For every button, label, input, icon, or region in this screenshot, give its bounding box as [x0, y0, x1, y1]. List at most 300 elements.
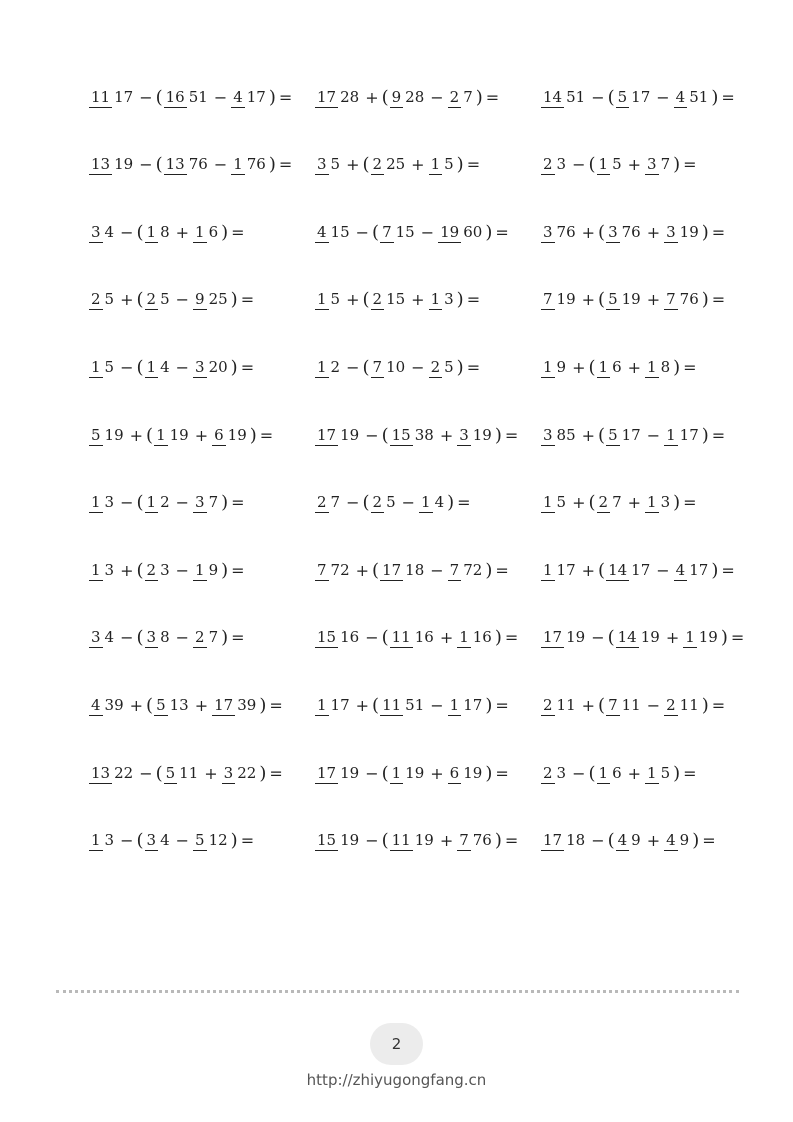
denominator: 5: [330, 290, 341, 309]
fraction: [371, 156, 408, 173]
fraction: [193, 562, 220, 579]
problem-item: [314, 546, 512, 594]
dotted-divider: [56, 990, 739, 993]
numerator: 2: [372, 155, 383, 174]
operator: −: [572, 763, 586, 783]
open-paren: (: [136, 289, 144, 311]
denominator: 15: [330, 222, 350, 241]
operator: +: [572, 493, 586, 513]
numerator: 2: [543, 155, 553, 174]
numerator: 2: [91, 290, 101, 309]
close-paren: ): [494, 830, 502, 852]
denominator: 5: [104, 357, 115, 376]
open-paren: (: [381, 86, 389, 108]
denominator: 28: [405, 87, 425, 106]
operator: +: [627, 493, 642, 513]
problem-item: [540, 208, 728, 256]
fraction: [597, 156, 624, 173]
close-paren: ): [673, 356, 681, 378]
close-paren: ): [221, 492, 229, 514]
close-paren: ): [456, 356, 464, 378]
fraction: [145, 832, 172, 849]
numerator: 3: [666, 222, 676, 241]
operator: −: [365, 628, 379, 648]
fraction: [664, 697, 701, 714]
open-paren: (: [381, 627, 389, 649]
numerator: 1: [233, 155, 243, 174]
operator: −: [175, 357, 190, 377]
operator: +: [581, 290, 596, 310]
fraction: [371, 291, 408, 308]
equals-sign: =: [269, 763, 283, 783]
open-paren: (: [588, 356, 596, 378]
fraction: [606, 697, 643, 714]
operator: +: [430, 763, 444, 783]
denominator: 7: [660, 155, 671, 174]
denominator: 22: [237, 763, 257, 782]
fraction: [664, 224, 701, 241]
close-paren: ): [485, 762, 493, 784]
problem-item: [88, 681, 286, 729]
open-paren: (: [598, 221, 606, 243]
operator: +: [646, 290, 661, 310]
numerator: 1: [91, 357, 101, 376]
numerator: 3: [91, 222, 101, 241]
fraction: [616, 89, 653, 106]
operator: +: [581, 560, 596, 580]
numerator: 14: [608, 560, 628, 579]
problem-item: [540, 276, 728, 324]
numerator: 1: [317, 357, 327, 376]
denominator: 4: [160, 357, 170, 376]
problem-item: [88, 749, 286, 797]
numerator: 3: [91, 628, 101, 647]
fraction: [597, 494, 624, 511]
fraction: [429, 291, 456, 308]
fraction: [231, 156, 268, 173]
close-paren: ): [494, 627, 502, 649]
denominator: 3: [104, 493, 115, 512]
numerator: 2: [543, 695, 553, 714]
problem-item: [540, 141, 700, 189]
fraction: [164, 89, 210, 106]
operator: +: [439, 425, 454, 445]
numerator: 1: [91, 831, 101, 850]
denominator: 16: [340, 628, 360, 647]
equals-sign: =: [231, 560, 245, 580]
operator: −: [213, 155, 228, 175]
fraction: [448, 697, 485, 714]
numerator: 17: [317, 763, 337, 782]
operator: −: [591, 87, 605, 107]
denominator: 17: [631, 87, 651, 106]
close-paren: ): [230, 830, 238, 852]
equals-sign: =: [683, 155, 697, 175]
denominator: 17: [631, 560, 651, 579]
denominator: 22: [114, 763, 134, 782]
equals-sign: =: [504, 628, 519, 648]
fraction: [645, 494, 672, 511]
fraction: [664, 832, 691, 849]
denominator: 18: [566, 831, 586, 850]
denominator: 5: [612, 155, 622, 174]
numerator: 3: [608, 222, 618, 241]
fraction: [448, 765, 485, 782]
operator: −: [355, 222, 370, 242]
fraction: [674, 562, 711, 579]
page-number: 2: [391, 1035, 402, 1053]
operator: −: [430, 87, 444, 107]
denominator: 5: [386, 493, 396, 512]
denominator: 76: [246, 155, 266, 174]
operator: −: [175, 493, 190, 513]
problem-item: [88, 614, 248, 662]
open-paren: (: [372, 559, 380, 581]
numerator: 3: [317, 155, 327, 174]
numerator: 2: [146, 560, 157, 579]
fraction: [145, 629, 172, 646]
operator: +: [411, 290, 425, 310]
operator: −: [175, 290, 190, 310]
problem-row: [88, 73, 738, 121]
equals-sign: =: [269, 695, 283, 715]
operator: +: [627, 763, 642, 783]
open-paren: (: [136, 559, 144, 581]
problem-item: [314, 411, 521, 459]
fraction: [89, 697, 126, 714]
numerator: 1: [91, 493, 101, 512]
fraction: [541, 494, 568, 511]
numerator: 17: [317, 425, 337, 444]
operator: −: [365, 425, 379, 445]
footer-url: http://zhiyugongfang.cn: [306, 1071, 487, 1089]
fraction: [541, 832, 587, 849]
problem-row: [88, 411, 738, 459]
fraction: [315, 494, 342, 511]
operator: −: [430, 560, 444, 580]
numerator: 3: [543, 425, 553, 444]
open-paren: (: [136, 356, 144, 378]
equals-sign: =: [711, 222, 726, 242]
denominator: 8: [160, 222, 170, 241]
close-paren: ): [701, 221, 709, 243]
denominator: 72: [463, 560, 483, 579]
open-paren: (: [372, 221, 380, 243]
denominator: 4: [434, 493, 445, 512]
numerator: 7: [372, 357, 383, 376]
fraction: [683, 629, 720, 646]
numerator: 2: [372, 493, 383, 512]
fraction: [315, 765, 361, 782]
denominator: 5: [444, 155, 454, 174]
close-paren: ): [720, 627, 728, 649]
numerator: 16: [165, 87, 185, 106]
operator: +: [411, 155, 425, 175]
fraction: [674, 89, 711, 106]
operator: +: [355, 695, 370, 715]
open-paren: (: [381, 424, 389, 446]
numerator: 5: [617, 87, 628, 106]
operator: −: [175, 628, 190, 648]
numerator: 4: [675, 560, 686, 579]
denominator: 17: [621, 425, 641, 444]
fraction: [193, 359, 230, 376]
denominator: 7: [330, 493, 341, 512]
denominator: 76: [679, 290, 699, 309]
numerator: 17: [543, 628, 563, 647]
operator: −: [572, 155, 586, 175]
fraction: [89, 494, 116, 511]
numerator: 14: [617, 628, 637, 647]
denominator: 5: [660, 763, 671, 782]
fraction: [541, 697, 578, 714]
denominator: 76: [621, 222, 641, 241]
fraction: [429, 156, 456, 173]
problem-row: [88, 479, 738, 527]
denominator: 76: [556, 222, 576, 241]
close-paren: ): [249, 424, 257, 446]
close-paren: ): [259, 694, 267, 716]
fraction: [89, 832, 116, 849]
equals-sign: =: [240, 290, 255, 310]
equals-sign: =: [683, 763, 697, 783]
denominator: 19: [556, 290, 576, 309]
operator: −: [175, 831, 190, 851]
close-paren: ): [268, 86, 276, 108]
denominator: 10: [386, 357, 406, 376]
fraction: [664, 291, 701, 308]
fraction: [429, 359, 456, 376]
fraction: [597, 765, 624, 782]
denominator: 19: [621, 290, 641, 309]
problem-row: [88, 141, 738, 189]
fraction: [89, 89, 135, 106]
denominator: 16: [472, 628, 492, 647]
problem-item: [540, 817, 719, 865]
fraction: [371, 494, 398, 511]
numerator: 1: [598, 155, 609, 174]
numerator: 7: [666, 290, 676, 309]
numerator: 11: [391, 831, 411, 850]
denominator: 3: [660, 493, 671, 512]
operator: −: [430, 695, 444, 715]
problem-item: [314, 681, 512, 729]
denominator: 39: [104, 695, 124, 714]
fraction: [145, 359, 172, 376]
numerator: 7: [608, 695, 618, 714]
equals-sign: =: [711, 290, 726, 310]
numerator: 3: [543, 222, 553, 241]
problem-item: [540, 546, 738, 594]
denominator: 8: [660, 357, 671, 376]
operator: +: [665, 628, 680, 648]
equals-sign: =: [259, 425, 274, 445]
denominator: 19: [463, 763, 483, 782]
operator: +: [129, 695, 144, 715]
operator: −: [120, 628, 134, 648]
denominator: 9: [556, 357, 567, 376]
fraction: [89, 291, 116, 308]
equals-sign: =: [495, 695, 509, 715]
denominator: 19: [679, 222, 699, 241]
numerator: 1: [543, 560, 553, 579]
open-paren: (: [607, 627, 615, 649]
open-paren: (: [155, 762, 163, 784]
numerator: 1: [430, 290, 441, 309]
denominator: 28: [340, 87, 360, 106]
problem-row: [88, 208, 738, 256]
problem-item: [314, 749, 512, 797]
open-paren: (: [372, 694, 380, 716]
fraction: [390, 832, 436, 849]
numerator: 1: [317, 290, 327, 309]
denominator: 12: [208, 831, 228, 850]
numerator: 1: [391, 763, 402, 782]
open-paren: (: [607, 86, 615, 108]
close-paren: ): [701, 424, 709, 446]
numerator: 4: [233, 87, 243, 106]
denominator: 15: [395, 222, 415, 241]
numerator: 1: [685, 628, 695, 647]
numerator: 5: [195, 831, 205, 850]
numerator: 2: [146, 290, 157, 309]
equals-sign: =: [730, 628, 745, 648]
fraction: [315, 156, 342, 173]
operator: +: [194, 695, 209, 715]
operator: −: [213, 87, 228, 107]
operator: +: [346, 155, 360, 175]
operator: −: [120, 831, 134, 851]
open-paren: (: [598, 424, 606, 446]
denominator: 4: [104, 222, 115, 241]
problem-item: [540, 479, 700, 527]
fraction: [606, 291, 643, 308]
numerator: 2: [195, 628, 205, 647]
numerator: 5: [165, 763, 176, 782]
numerator: 7: [382, 222, 392, 241]
numerator: 1: [449, 695, 460, 714]
fraction: [315, 291, 342, 308]
equals-sign: =: [485, 87, 500, 107]
operator: −: [591, 831, 605, 851]
problem-row: [88, 546, 738, 594]
operator: −: [365, 831, 379, 851]
fraction: [606, 562, 652, 579]
problem-row: [88, 681, 738, 729]
denominator: 19: [227, 425, 247, 444]
denominator: 5: [444, 357, 454, 376]
problem-item: [314, 276, 483, 324]
denominator: 15: [386, 290, 406, 309]
numerator: 11: [382, 695, 402, 714]
denominator: 3: [556, 763, 567, 782]
operator: −: [139, 155, 153, 175]
numerator: 7: [459, 831, 469, 850]
operator: −: [646, 695, 661, 715]
operator: +: [194, 425, 209, 445]
denominator: 19: [114, 155, 134, 174]
fraction: [89, 629, 116, 646]
numerator: 17: [214, 695, 234, 714]
fraction: [212, 697, 258, 714]
numerator: 2: [543, 763, 553, 782]
denominator: 5: [160, 290, 170, 309]
equals-sign: =: [702, 831, 716, 851]
denominator: 9: [631, 831, 641, 850]
problem-item: [88, 73, 295, 121]
fraction: [390, 629, 436, 646]
numerator: 2: [372, 290, 383, 309]
fraction: [606, 224, 643, 241]
close-paren: ): [711, 559, 719, 581]
problem-item: [540, 614, 747, 662]
denominator: 76: [188, 155, 208, 174]
fraction: [193, 494, 220, 511]
numerator: 3: [459, 425, 469, 444]
denominator: 7: [463, 87, 473, 106]
fraction: [541, 291, 578, 308]
open-paren: (: [136, 830, 144, 852]
fraction: [145, 224, 172, 241]
denominator: 17: [330, 695, 350, 714]
problem-row: [88, 749, 738, 797]
problem-item: [314, 141, 483, 189]
fraction: [315, 562, 352, 579]
fraction: [438, 224, 484, 241]
operator: +: [355, 560, 370, 580]
operator: +: [129, 425, 144, 445]
fraction: [154, 427, 191, 444]
denominator: 4: [104, 628, 115, 647]
numerator: 1: [146, 222, 157, 241]
equals-sign: =: [231, 222, 245, 242]
denominator: 3: [104, 831, 115, 850]
denominator: 19: [640, 628, 660, 647]
numerator: 13: [165, 155, 185, 174]
fraction: [315, 224, 352, 241]
denominator: 17: [556, 560, 576, 579]
open-paren: (: [362, 289, 370, 311]
denominator: 19: [340, 425, 360, 444]
denominator: 17: [114, 87, 134, 106]
numerator: 1: [647, 357, 657, 376]
fraction: [222, 765, 259, 782]
denominator: 51: [405, 695, 425, 714]
operator: −: [656, 87, 670, 107]
close-paren: ): [673, 762, 681, 784]
denominator: 20: [208, 357, 228, 376]
fraction: [315, 427, 361, 444]
fraction: [597, 359, 624, 376]
open-paren: (: [155, 86, 163, 108]
denominator: 19: [405, 763, 425, 782]
problem-item: [314, 343, 483, 391]
close-paren: ): [475, 86, 483, 108]
fraction: [89, 359, 116, 376]
numerator: 14: [543, 87, 563, 106]
operator: −: [591, 628, 605, 648]
fraction: [164, 765, 201, 782]
denominator: 19: [340, 763, 360, 782]
fraction: [606, 427, 643, 444]
operator: +: [204, 763, 218, 783]
fraction: [541, 89, 587, 106]
numerator: 1: [598, 763, 609, 782]
open-paren: (: [136, 627, 144, 649]
numerator: 4: [317, 222, 327, 241]
fraction: [145, 291, 172, 308]
equals-sign: =: [240, 357, 255, 377]
